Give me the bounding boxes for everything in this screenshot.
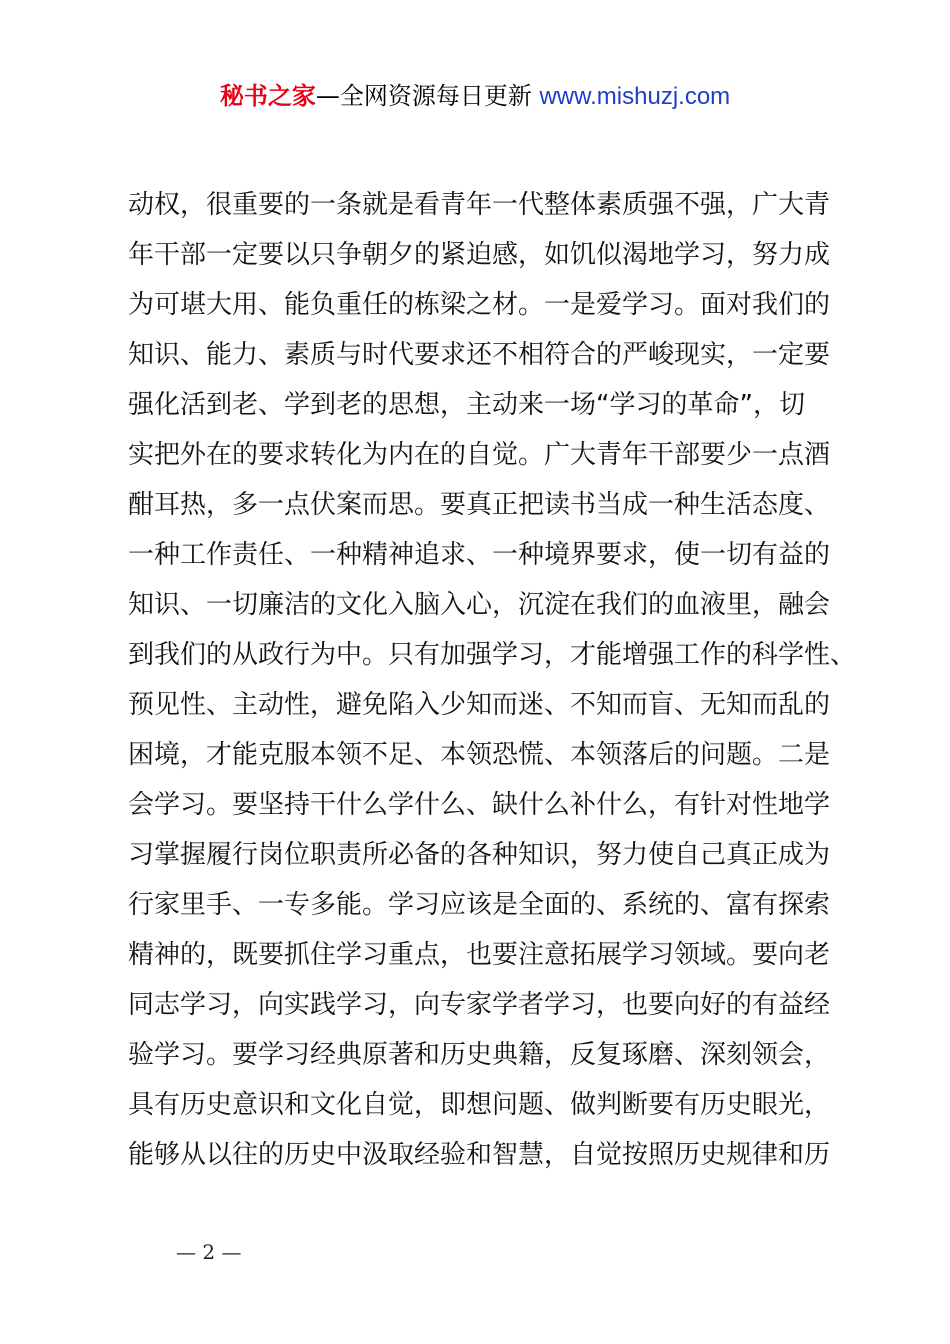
text-line: 会学习。要坚持干什么学什么、缺什么补什么，有针对性地学 [128,790,831,820]
text-line: 强化活到老、学到老的思想，主动来一场“学习的革命”，切 [128,390,805,420]
text-line: 实把外在的要求转化为内在的自觉。广大青年干部要少一点酒 [128,440,831,470]
text-line: 同志学习，向实践学习，向专家学者学习，也要向好的有益经 [128,990,831,1020]
text-line: 验学习。要学习经典原著和历史典籍，反复琢磨、深刻领会， [128,1040,831,1070]
text-line: 困境，才能克服本领不足、本领恐慌、本领落后的问题。二是 [128,740,831,770]
brand-name: 秘书之家 [219,82,316,110]
site-url-link[interactable]: www.mishuzj.com [539,83,731,110]
text-line: 为可堪大用、能负重任的栋梁之材。一是爱学习。面对我们的 [128,290,831,320]
text-line: 能够从以往的历史中汲取经验和智慧，自觉按照历史规律和历 [128,1140,831,1170]
text-line: 动权，很重要的一条就是看青年一代整体素质强不强，广大青 [128,190,831,220]
page-number: — 2 — [176,1240,242,1264]
body-paragraph [128,180,857,1180]
text-line: 到我们的从政行为中。只有加强学习，才能增强工作的科学性、 [128,640,857,670]
text-line: 具有历史意识和文化自觉，即想问题、做判断要有历史眼光， [128,1090,831,1120]
text-line: 行家里手、一专多能。学习应该是全面的、系统的、富有探索 [128,890,831,920]
header-tagline: —全网资源每日更新 [315,82,532,110]
text-line: 习掌握履行岗位职责所必备的各种知识，努力使自己真正成为 [128,840,831,870]
text-line: 知识、一切廉洁的文化入脑入心，沉淀在我们的血液里，融会 [128,590,831,620]
text-line: 一种工作责任、一种精神追求、一种境界要求，使一切有益的 [128,540,831,570]
text-line: 预见性、主动性，避免陷入少知而迷、不知而盲、无知而乱的 [128,690,831,720]
text-line: 精神的，既要抓住学习重点，也要注意拓展学习领域。要向老 [128,940,831,970]
text-line: 年干部一定要以只争朝夕的紧迫感，如饥似渴地学习，努力成 [128,240,831,270]
site-header [0,80,950,113]
text-line: 知识、能力、素质与时代要求还不相符合的严峻现实，一定要 [128,340,831,370]
text-line: 酣耳热，多一点伏案而思。要真正把读书当成一种生活态度、 [128,490,831,520]
